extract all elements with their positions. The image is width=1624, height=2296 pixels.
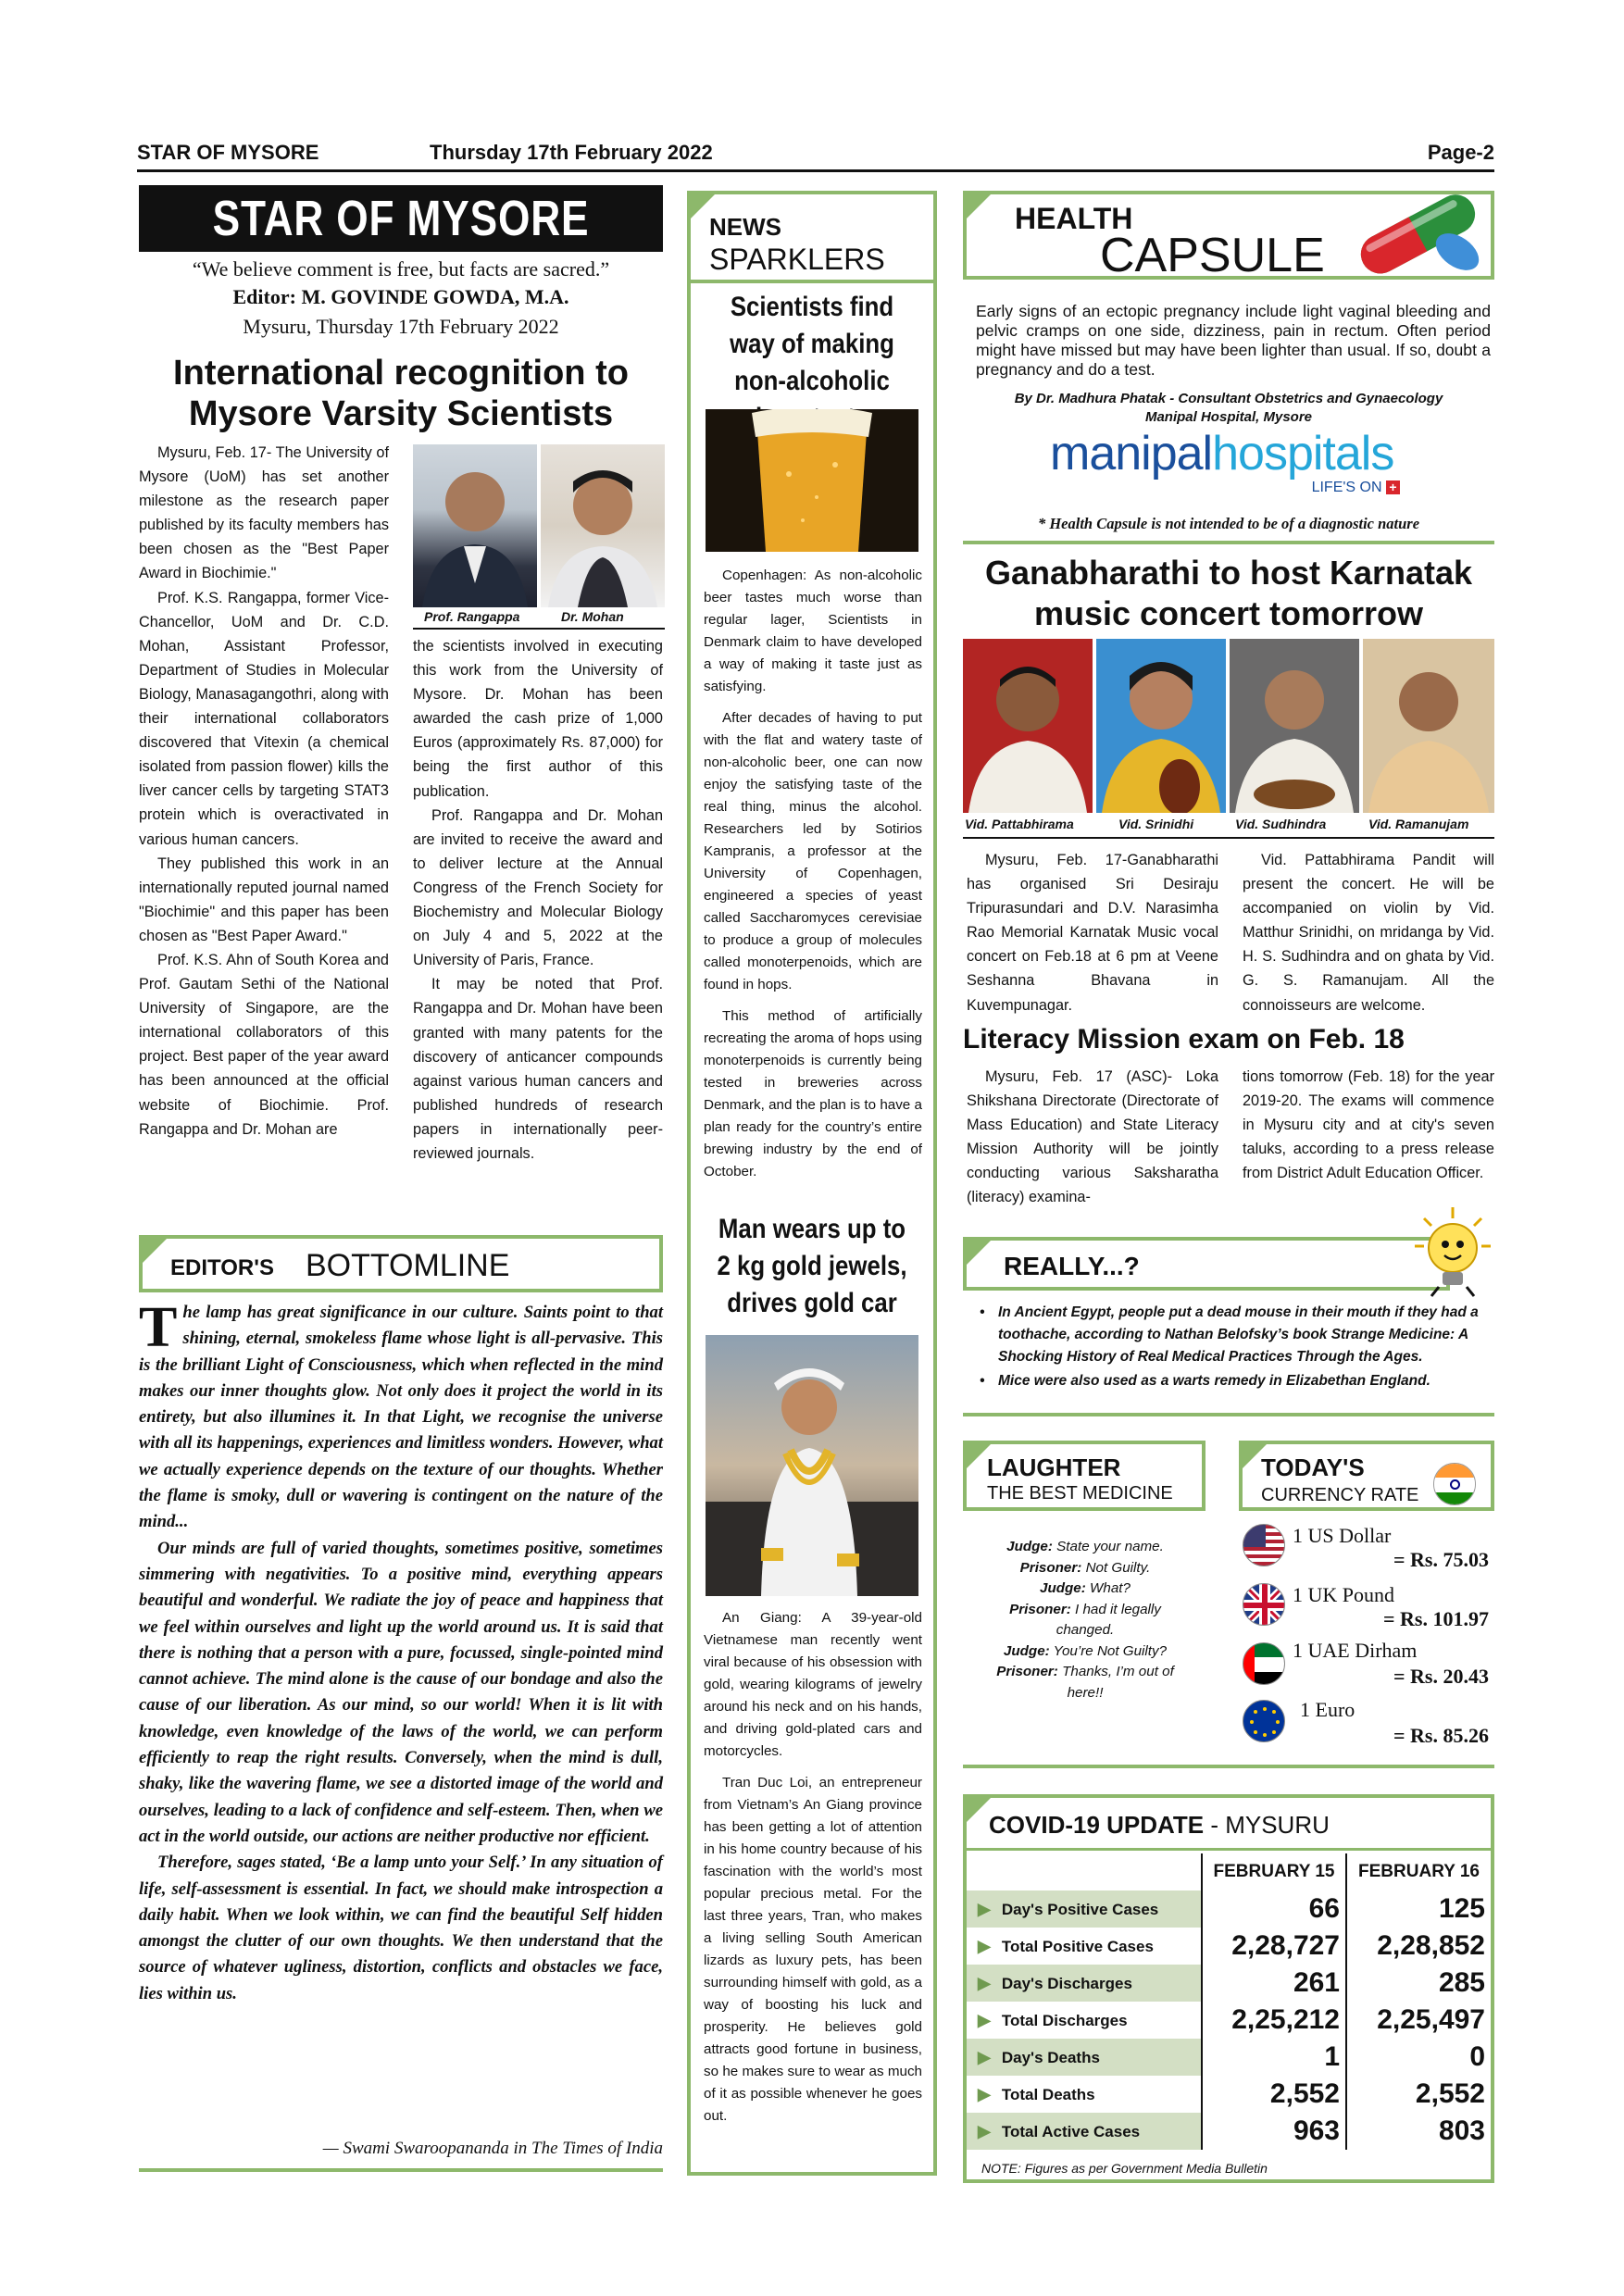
story1-paragraph: This method of artificially recreating the aroma of hops using monoterpenoids is currently being tested in breweries across Denmark, and the plan is to have a plan ready for the country’s entire brewing industry by the end of October. [704, 1008, 922, 1179]
masthead-motto: “We believe comment is free, but facts are sacred.” [192, 257, 610, 281]
currency-name: 1 US Dollar [1293, 1524, 1392, 1547]
currency-rates [1243, 1524, 1494, 1765]
covid-row-a: 66 [1202, 1890, 1346, 1928]
lead-paragraph: Prof. Rangappa and Dr. Mohan are invited to receive the award and to deliver lecture at the Annual Congress of the French Society for Biochemistry and Molecular Biology on July 4 and 5, 2022 at the University of Paris, France. [413, 806, 663, 969]
caption-sudhindra: Vid. Sudhindra [1235, 817, 1327, 831]
literacy-column-2: tions tomorrow (Feb. 18) for the year 2019-20. The exams will commence in Mysuru city and at city's seven taluks, according to a press release from District Adult Education Officer. [1243, 1068, 1494, 1182]
covid-row-label: ▶ Total Deaths [978, 2084, 1095, 2103]
concert-column-1: Mysuru, Feb. 17-Ganabharathi has organised Sri Desiraju Tripurasundari and D.V. Narasimha Rao Memorial Karnatak Music vocal concert on Feb.18 at 6 pm at Veene Seshanna Bhavana in Kuvempunagar. [967, 852, 1218, 1014]
currency-rate: = Rs. 75.03 [1393, 1548, 1489, 1571]
arrow-icon: ▶ [978, 2010, 991, 2029]
story2-paragraph: An Giang: A 39-year-old Vietnamese man recently went viral because of his obsession with gold, wearing kilograms of jewelry around his neck and on his hands, and driving gold-plated cars and motorcycles. [704, 1610, 922, 1759]
page-header [137, 139, 1494, 167]
gold-man-photo [706, 1335, 918, 1596]
really-item: • Mice were also used as a warts remedy in Elizabethan England. [980, 1370, 1491, 1392]
covid-row [967, 1965, 1491, 2002]
covid-row-label: ▶ Day's Deaths [978, 2047, 1100, 2066]
bottomline-paragraph: Therefore, sages stated, ‘Be a lamp unto your Self.’ In any situation of life, self-assessment is essential. In fact, we should make introspection a daily habit. When we look within, we can find the beautiful Self hidden amongst the clutter of our own thoughts. We then understand that the source of whatever ugliness, distortion, conflicts and obstacles we face, lies within us. [139, 1853, 663, 2003]
sparklers-column [687, 191, 937, 2176]
health-byline-1: By Dr. Madhura Phatak - Consultant Obstetrics and Gynaecology [1014, 391, 1443, 406]
dialogue-line: Prisoner: Thanks, I’m out of here!! [996, 1664, 1174, 1701]
laughter-label-light: THE BEST MEDICINE [987, 1483, 1173, 1504]
arrow-icon: ▶ [978, 2084, 991, 2103]
laughter-label-box [963, 1441, 1206, 1511]
manipal-logo [1050, 426, 1420, 500]
covid-title-rule [967, 1848, 1491, 1851]
really-label-box [963, 1237, 1450, 1291]
currency-name: 1 Euro [1300, 1698, 1355, 1721]
photo-rangappa [413, 444, 537, 607]
covid-row-label: ▶ Total Positive Cases [978, 1936, 1154, 1955]
photo-mohan [541, 444, 665, 607]
caption-rangappa: Prof. Rangappa [424, 609, 520, 624]
covid-row-b: 2,552 [1346, 2076, 1491, 2113]
photo-pattabhirama [963, 639, 1093, 813]
lead-paragraph: They published this work in an internationally reputed journal named "Biochimie" and this paper has been chosen as "Best Paper Award." [139, 855, 389, 944]
bottomline-paragraph: Our minds are full of varied thoughts, sometimes positive, sometimes simmering with negativities. To a positive mind, everything appears beautiful and wonderful. We radiate the joy of peace and happiness that we feel within ourselves and light up the world around us. It is said that there is nothing that a person with a pure, focussed, single-pointed mind cannot achieve. The mind alone is the cause of our bondage and also the cause of our liberation. As our mind, so our world! When it is lit with knowledge, even knowledge of the laws of the world, we can perform efficiently to reap the right results. Conversely, when the mind is dull, shaky, like the wavering flame, we see a distorted image of the world and ourselves, leading to a lack of confidence and self-esteem. Then, when we act in the world outside, our actions are neither productive nor efficient. [139, 1538, 663, 1846]
lead-column-2 [413, 634, 663, 1166]
dialogue-line: Judge: You’re Not Guilty? [1003, 1642, 1168, 1659]
covid-row-a: 261 [1202, 1965, 1346, 2002]
currency-rate: = Rs. 101.97 [1383, 1607, 1489, 1630]
covid-box [963, 1794, 1494, 2183]
lightbulb-icon [1411, 1205, 1494, 1298]
bullet-icon: • [980, 1304, 985, 1320]
eu-flag-icon [1243, 1700, 1285, 1742]
covid-row [967, 1890, 1491, 1928]
india-flag-icon [1433, 1463, 1476, 1505]
health-rule [963, 541, 1494, 544]
covid-row-a: 963 [1202, 2113, 1346, 2150]
currency-rate: = Rs. 85.26 [1393, 1724, 1489, 1747]
drop-cap: T [139, 1296, 178, 1359]
covid-row-label: ▶ Total Discharges [978, 2010, 1128, 2029]
currency-name: 1 UAE Dirham [1293, 1639, 1418, 1662]
story1-paragraph: After decades of having to put with the flat and watery taste of non-alcoholic beer, one can now enjoy the satisfying taste of the real thing, minus the alcohol. Researchers led by Sotirios Kampranis, a professor at the University of Copenhagen, engineered a species of yeast called Saccharomyces cerevisiae to produce a group of molecules called monoterpenoids, which are found in hops. [704, 710, 922, 992]
bottomline-attribution: — Swami Swaroopananda in The Times of India [322, 2139, 663, 2158]
bottomline-rule [139, 2168, 663, 2172]
really-label: REALLY...? [1004, 1252, 1140, 1280]
arrow-icon: ▶ [978, 1973, 991, 1992]
story2-body [704, 1607, 922, 2128]
portrait-silhouette [541, 444, 665, 607]
story1-body [704, 565, 922, 1183]
header-paper-name: STAR OF MYSORE [137, 141, 319, 164]
story2-paragraph: Tran Duc Loi, an entrepreneur from Vietnam’s An Giang province has been getting a lot of attention in his home country because of his fascination with the world’s most popular precious metal. For the last three years, Tran, who makes a living selling South American lizards as luxury pets, has been surrounding himself with gold, as a way of boosting his luck and prosperity. He believes gold attracts good fortune in business, so he makes sure to wear as much of it as possible whenever he goes out. [704, 1775, 922, 2124]
lead-paragraph: Mysuru, Feb. 17- The University of Mysore (UoM) has set another milestone as the research paper published by its faculty members has been chosen as the "Best Paper Award in Biochimie." [139, 444, 389, 582]
covid-row-label: ▶ Day's Discharges [978, 1973, 1132, 1992]
covid-row [967, 2113, 1491, 2150]
covid-row-label: ▶ Day's Positive Cases [978, 1899, 1159, 1918]
portrait-silhouette [1363, 639, 1494, 813]
lead-headline-2: Mysore Varsity Scientists [188, 394, 614, 433]
really-list [980, 1302, 1491, 1392]
literacy-headline: Literacy Mission exam on Feb. 18 [963, 1024, 1405, 1054]
corner-triangle [139, 1235, 170, 1267]
covid-row-b: 2,25,497 [1346, 2002, 1491, 2039]
currency-name: 1 UK Pound [1293, 1583, 1395, 1606]
corner-triangle [963, 191, 994, 222]
photo-ramanujam [1363, 639, 1494, 813]
covid-row [967, 1928, 1491, 1965]
lead-paragraph: the scientists involved in executing this work from the University of Mysore. Dr. Mohan has been awarded the cash prize of 1,000 Euros (approximately Rs. 87,000) for being the first author of this publication. [413, 638, 663, 800]
arrow-icon: ▶ [978, 1899, 991, 1918]
bottomline-paragraph: The lamp has great significance in our culture. Saints point to that shining, eternal, smokeless flame whose light is all-pervasive. This is the brilliant Light of Consciousness, which when reflected in the mind makes our inner thoughts glow. Not only does it project the world in its entirety, but also illumines it. In that Light, we recognise the universe with all its happenings, experiences and limitless wonders. However, what we actually experience depends on the texture of our thoughts. Whether the flame is smoky, dull or wavering is contingent on the nature of the mind... [139, 1296, 663, 1532]
bullet-icon: • [980, 1373, 985, 1389]
covid-row-b: 285 [1346, 1965, 1491, 2002]
portrait-silhouette [1230, 639, 1359, 813]
health-label-bold: HEALTH [1015, 202, 1133, 235]
arrow-icon: ▶ [978, 2047, 991, 2066]
covid-row [967, 2039, 1491, 2076]
lead-paragraph: Prof. K.S. Ahn of South Korea and Prof. Gautam Sethi of the National University of Singapore, are the international collaborators of this project. Best paper of the year award has been announced at the official website of Biochimie. Prof. Rangappa and Dr. Mohan are [139, 951, 389, 1138]
concert-caption-rule [963, 837, 1494, 839]
masthead-banner [139, 185, 663, 252]
beer-glass-illustration [706, 409, 918, 552]
header-date: Thursday 17th February 2022 [430, 141, 713, 164]
arrow-icon: ▶ [978, 1936, 991, 1955]
us-flag-icon [1243, 1524, 1285, 1566]
covid-col-b: FEBRUARY 16 [1346, 1853, 1491, 1890]
arrow-icon: ▶ [978, 2121, 991, 2140]
health-disclaimer: * Health Capsule is not intended to be of a diagnostic nature [1037, 515, 1420, 532]
covid-note: NOTE: Figures as per Government Media Bulletin [981, 2161, 1268, 2176]
bottomline-label-light: BOTTOMLINE [306, 1248, 510, 1283]
covid-row-b: 125 [1346, 1890, 1491, 1928]
concert-column-2: Vid. Pattabhirama Pandit will present the concert. He will be accompanied on violin by Vid. Matthur Srinidhi, on mridanga by Vid. H. S. Sudhindra and on ghata by Vid. G. S. Ramanujam. All the connoisseurs are welcome. [1243, 852, 1494, 1014]
caption-srinidhi: Vid. Srinidhi [1118, 817, 1194, 831]
health-text: Early signs of an ectopic pregnancy include light vaginal bleeding and pelvic cramps on one side, dizziness, pain in rectum. Often period might have missed but may have been lighter than usual. If so, doubt a pregnancy and do a test. [976, 302, 1491, 379]
uk-flag-icon [1243, 1583, 1285, 1626]
literacy-column-1: Mysuru, Feb. 17 (ASC)- Loka Shikshana Directorate (Directorate of Mass Education) and State Literacy Mission Authority will be jointly conducting various Saksharatha (literacy) examina- [967, 1068, 1218, 1206]
header-page-number: Page-2 [1427, 141, 1494, 164]
capsule-icon [1337, 187, 1498, 280]
covid-row-a: 2,28,727 [1202, 1928, 1346, 1965]
covid-row-b: 803 [1346, 2113, 1491, 2150]
covid-row-b: 2,28,852 [1346, 1928, 1491, 1965]
covid-row [967, 2076, 1491, 2113]
currency-rule [963, 1765, 1494, 1768]
covid-title: COVID-19 UPDATE - MYSURU [989, 1811, 1330, 1839]
covid-row-a: 2,552 [1202, 2076, 1346, 2113]
sparklers-label-bold: NEWS [709, 213, 781, 241]
lead-paragraph: It may be noted that Prof. Rangappa and Dr. Mohan have been granted with many patents for the discovery of anticancer compounds against various human cancers and published hundreds of research papers in internationally peer-reviewed journals. [413, 976, 663, 1162]
really-item: • In Ancient Egypt, people put a dead mouse in their mouth if they had a toothache, according to Nathan Belofsky’s book Strange Medicine: A Shocking History of Real Medical Practices Through the Ages. [980, 1302, 1491, 1368]
concert-headline-1: Ganabharathi to host Karnatak [984, 554, 1473, 592]
portrait-silhouette [1096, 639, 1226, 813]
story1-paragraph: Copenhagen: As non-alcoholic beer tastes much worse than regular lager, Scientists in Denmark claim to have developed a way of making it taste just as satisfying. [704, 568, 922, 694]
manipal-logo-a: manipal [1050, 427, 1213, 480]
caption-rule [413, 628, 665, 630]
portrait-silhouette [963, 639, 1093, 813]
covid-row [967, 2002, 1491, 2039]
bottomline-label-box [139, 1235, 663, 1292]
sparklers-label-rule [691, 280, 933, 283]
sparklers-label-light: SPARKLERS [709, 243, 885, 276]
covid-row-a: 1 [1202, 2039, 1346, 2076]
health-label-light: CAPSULE [1100, 229, 1325, 282]
covid-table [967, 1853, 1491, 2150]
photo-srinidhi [1096, 639, 1226, 813]
dialogue-line: Prisoner: Not Guilty. [1019, 1559, 1151, 1576]
uae-flag-icon [1243, 1642, 1285, 1685]
bottomline-label-bold: EDITOR'S [170, 1255, 274, 1280]
gold-man-illustration [706, 1335, 918, 1596]
beer-photo [706, 409, 918, 552]
covid-header-blank [967, 1853, 1202, 1890]
concert-photos [963, 639, 1494, 813]
corner-triangle [963, 1237, 994, 1268]
lead-paragraph: Prof. K.S. Rangappa, former Vice-Chancellor, UoM and Dr. C.D. Mohan, Assistant Professor, Department of Studies in Molecular Biology, Manasagangothri, along with their international collaborators discovered that Vitexin (a chemical isolated from passion flower) kills the liver cancer cells by targeting STAT3 protein which is overactivated in various human cancers. [139, 589, 389, 848]
portrait-silhouette [413, 444, 537, 607]
masthead-editor: Editor: M. GOVINDE GOWDA, M.A. [232, 285, 569, 308]
lead-headline-1: International recognition to [173, 354, 629, 393]
covid-row-b: 0 [1346, 2039, 1491, 2076]
dialogue-line: Judge: State your name. [1006, 1539, 1164, 1554]
laughter-dialogue [981, 1537, 1189, 1703]
currency-rate: = Rs. 20.43 [1393, 1665, 1489, 1688]
manipal-logo-b: hospitals [1212, 427, 1394, 480]
currency-label-light: CURRENCY RATE [1261, 1485, 1419, 1505]
lead-column-1 [139, 441, 389, 1142]
manipal-tagline: LIFE'S ON + [1312, 480, 1400, 496]
covid-header-row [967, 1853, 1491, 1890]
concert-headline-2: music concert tomorrow [1033, 594, 1424, 632]
story1-headline: Scientists find way of making non-alcoholic [730, 292, 894, 396]
covid-col-a: FEBRUARY 15 [1202, 1853, 1346, 1890]
currency-label-bold: TODAY'S [1261, 1454, 1365, 1481]
photo-sudhindra [1230, 639, 1359, 813]
caption-ramanujam: Vid. Ramanujam [1368, 817, 1469, 831]
covid-row-label: ▶ Total Active Cases [978, 2121, 1141, 2140]
laughter-label-bold: LAUGHTER [987, 1454, 1121, 1481]
health-byline-2: Manipal Hospital, Mysore [1144, 409, 1313, 425]
header-rule [137, 169, 1494, 172]
covid-row-a: 2,25,212 [1202, 2002, 1346, 2039]
dialogue-line: Prisoner: I had it legally changed. [1009, 1601, 1161, 1638]
story2-headline: Man wears up to 2 kg gold jewels, drives gold car [717, 1214, 907, 1318]
bottomline-body [139, 1296, 663, 2007]
caption-pattabhirama: Vid. Pattabhirama [965, 817, 1074, 831]
masthead-title: STAR OF MYSORE [212, 191, 590, 246]
caption-mohan: Dr. Mohan [561, 609, 624, 624]
plus-icon: + [1386, 480, 1400, 494]
dialogue-line: Judge: What? [1040, 1580, 1131, 1596]
really-rule [963, 1413, 1494, 1416]
masthead-dateline: Mysuru, Thursday 17th February 2022 [243, 315, 559, 338]
